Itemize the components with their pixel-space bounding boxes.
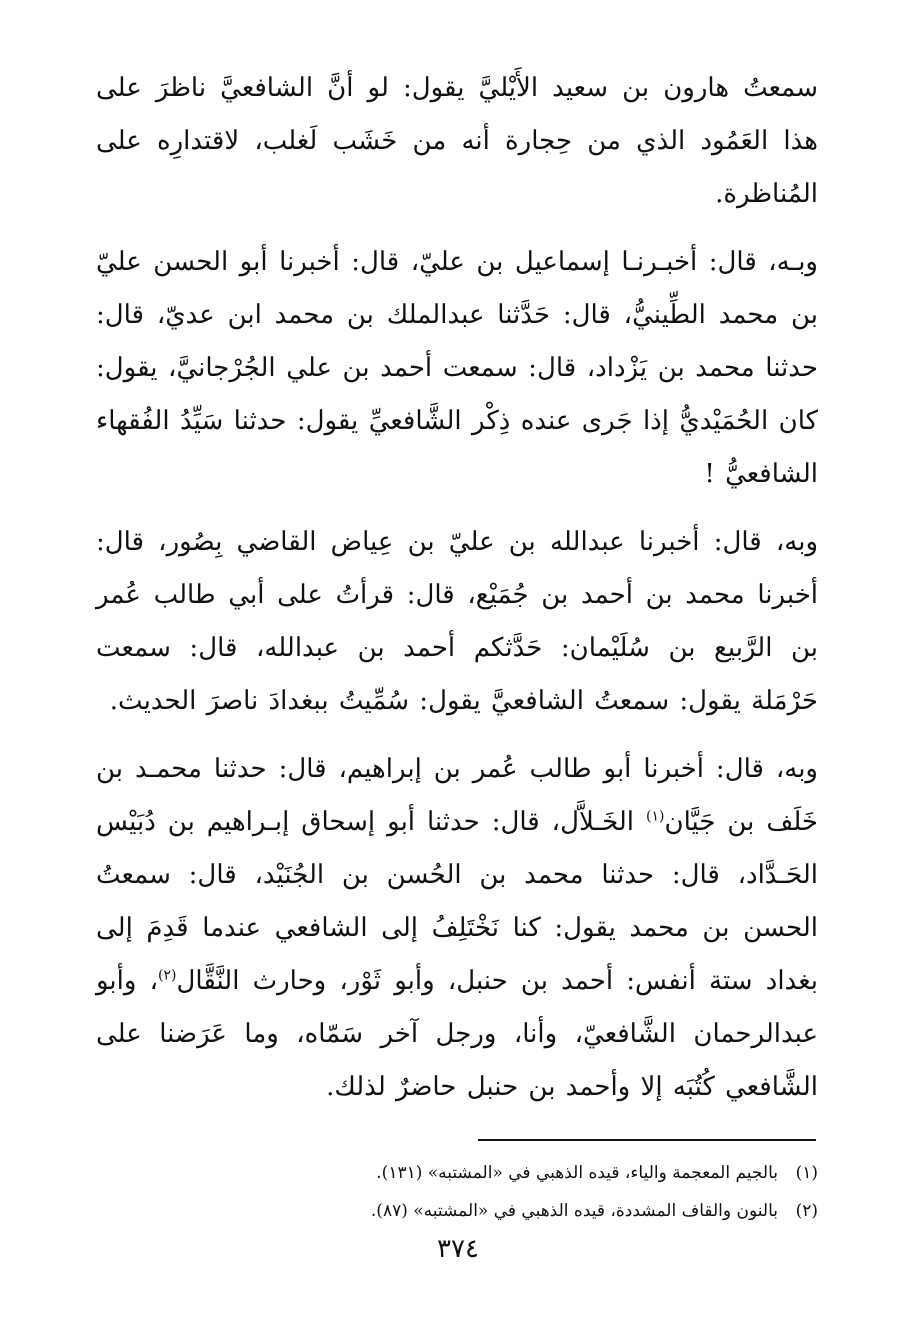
footnote-1-text: بالجيم المعجمة والياء، قيده الذهبي في «المشتبه» (١٣١). (376, 1163, 778, 1183)
paragraph-2-text: وبـه، قال: أخبـرنـا إسماعيل بن عليّ، قال: أخبرنا أبو الحسن عليّ بن محمد الطِّينيُّ، قال: حَدَّثنا عبدالملك بن محمد ابن عديّ، قال: حدثنا محمد بن يَزْداد، قال: سمعت أحمد بن علي الجُرْجانيَّ، يقول: كان الحُمَيْديُّ إذا جَرى عنده ذِكْر الشَّافعيِّ يقول: حدثنا سَيِّدُ الفُقهاء الشافعيُّ ! (96, 247, 818, 489)
page-number: ٣٧٤ (437, 1234, 479, 1264)
paragraph-4-text-middle: الخَـلاَّل، قال: حدثنا أبو إسحاق إبـراهيم بن دُبَيْس الحَـدَّاد، قال: حدثنا محمد بن الحُسن بن الجُنَيْد، قال: سمعتُ الحسن بن محمد يقول: كنا نَخْتَلِفُ إلى الشافعي عندما قَدِمَ إلى بغداد ستة أنفس: أحمد بن حنبل، وأبو ثَوْر، وحارث النَّقَّال (96, 807, 818, 996)
paragraph-4 (96, 743, 818, 1114)
paragraph-4-text-start: وبه، قال: أخبرنا أبو طالب عُمر بن إبراهيم، قال: حدثنا محمـد بن خَلَف بن جَيَّان (96, 754, 818, 837)
footnote-1 (96, 1154, 818, 1192)
footnote-2-text: بالنون والقاف المشددة، قيده الذهبي في «المشتبه» (٨٧). (370, 1201, 778, 1221)
footnote-2-number: (٢) (795, 1201, 818, 1221)
paragraph-3 (96, 516, 818, 728)
footnote-ref-2: (٢) (158, 967, 177, 984)
footnote-separator (478, 1139, 816, 1141)
paragraph-1 (96, 62, 818, 221)
paragraph-2 (96, 236, 818, 501)
paragraph-1-text: سمعتُ هارون بن سعيد الأَيْليَّ يقول: لو أنَّ الشافعيَّ ناظرَ على هذا العَمُود الذي من حِجارة أنه من خَشَب لَغلب، لاقتدارِه على المُناظرة. (96, 73, 818, 209)
footnote-1-number: (١) (795, 1163, 818, 1183)
footnote-ref-1: (١) (646, 808, 665, 825)
footnotes (96, 1154, 818, 1230)
paragraph-3-text: وبه، قال: أخبرنا عبدالله بن عليّ بن عِياض القاضي بِصُور، قال: أخبرنا محمد بن أحمد بن جُمَيْع، قال: قرأتُ على أبي طالب عُمر بن الرَّبيع بن سُلَيْمان: حَدَّثكم أحمد بن عبدالله، قال: سمعت حَرْمَلة يقول: سمعتُ الشافعيَّ يقول: سُمِّيتُ ببغدادَ ناصرَ الحديث. (96, 527, 818, 716)
paragraph-4-text-end: ، وأبو عبدالرحمان الشَّافعيّ، وأنا، ورجل آخر سَمّاه، وما عَرَضنا على الشَّافعي كُتُبَه إلا وأحمد بن حنبل حاضرٌ لذلك. (96, 966, 818, 1102)
footnote-2 (96, 1192, 818, 1230)
main-text (96, 62, 818, 1129)
